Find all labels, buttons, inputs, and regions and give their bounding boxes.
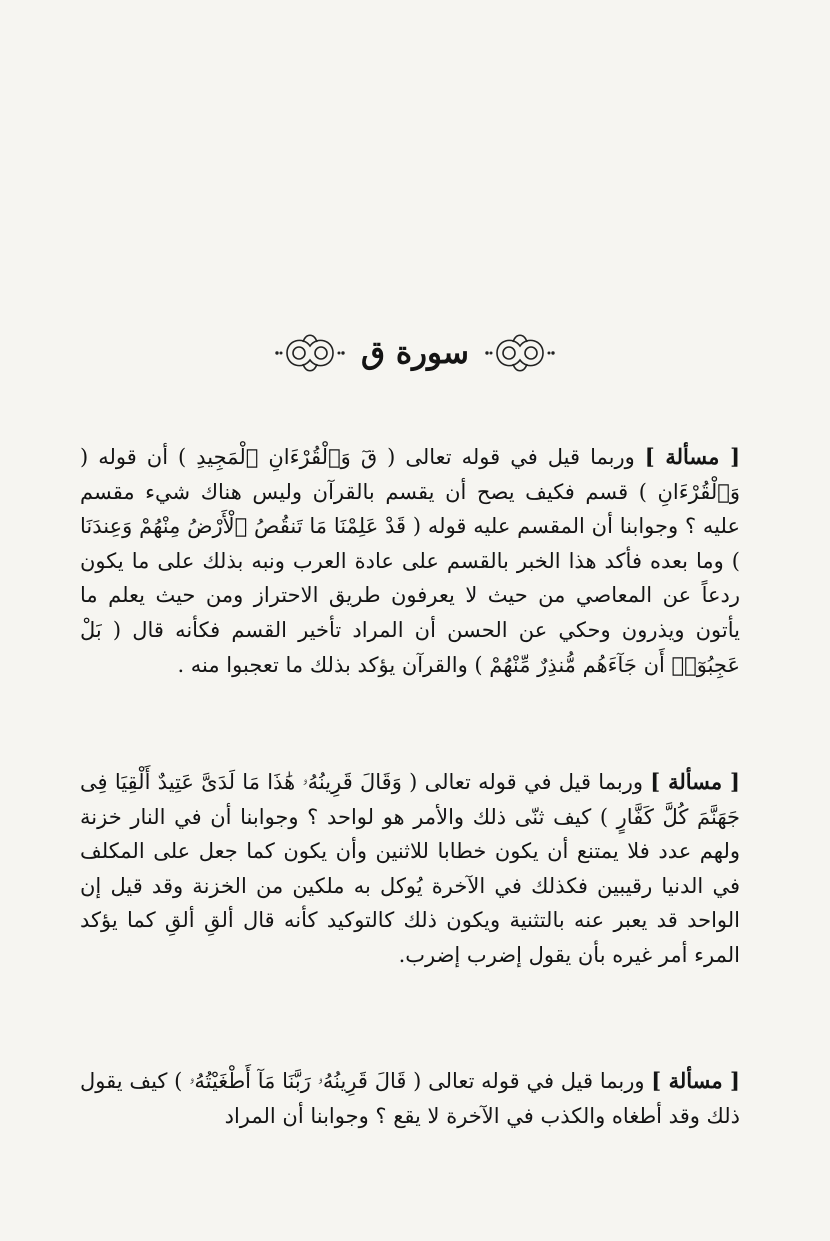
question-label: [ مسألة ] bbox=[650, 769, 740, 794]
surah-header bbox=[255, 323, 575, 383]
question-paragraph-3 bbox=[80, 1064, 740, 1133]
question-label: [ مسألة ] bbox=[644, 444, 740, 469]
paragraph-text: وربما قيل في قوله تعالى ( قَالَ قَرِينُهُۥ رَبَّنَا مَآ أَطْغَيْتُهُۥ ) كيف يقول ذلك وقد أطغاه والكذب في الآخرة لا يقع ؟ وجوابنا أن المراد bbox=[80, 1069, 740, 1128]
question-paragraph-1 bbox=[80, 440, 740, 682]
right-ornament-icon bbox=[483, 328, 557, 378]
question-paragraph-2 bbox=[80, 765, 740, 973]
paragraph-text: وربما قيل في قوله تعالى ( وَقَالَ قَرِينُهُۥ هَٰذَا مَا لَدَىَّ عَتِيدٌ أَلْقِيَا فِى جَهَنَّمَ كُلَّ كَفَّارٍ ) كيف ثنّى ذلك والأمر هو لواحد ؟ وجوابنا أن في النار خزنة ولهم عدد فلا يمتنع أن يكون خطابا للاثنين وأن يكون كما جعل على المكلف في الدنيا رقيبين فكذلك في الآخرة يُوكل به ملكين من الخزنة وقد قيل إن الواحد قد يعبر عنه بالتثنية ويكون ذلك كالتوكيد كأنه قال ألقِ ألقِ كما يؤكد المرء أمر غيره بأن يقول إضرب إضرب. bbox=[80, 770, 740, 967]
left-ornament-icon bbox=[273, 328, 347, 378]
paragraph-text: وربما قيل في قوله تعالى ( قٓ وَٱلْقُرْءَانِ ٱلْمَجِيدِ ) أن قوله ( وَٱلْقُرْءَانِ ) قسم فكيف يصح أن يقسم بالقرآن وليس هناك شيء مقسم عليه ؟ وجوابنا أن المقسم عليه قوله ( قَدْ عَلِمْنَا مَا تَنقُصُ ٱلْأَرْضُ مِنْهُمْ وَعِندَنَا ) وما بعده فأكد هذا الخبر بالقسم على عادة العرب ونبه بذلك على ما يكون ردعاً عن المعاصي من حيث لا يعرفون طريق الاحتراز ومن حيث يعلم ما يأتون ويذرون وحكي عن الحسن أن المراد تأخير القسم فكأنه قال ( بَلْ عَجِبُوٓا۟ أَن جَآءَهُم مُّنذِرٌ مِّنْهُمْ ) والقرآن يؤكد بذلك ما تعجبوا منه . bbox=[80, 445, 740, 677]
surah-title: سورة ق bbox=[360, 335, 470, 371]
question-label: [ مسألة ] bbox=[651, 1068, 740, 1093]
